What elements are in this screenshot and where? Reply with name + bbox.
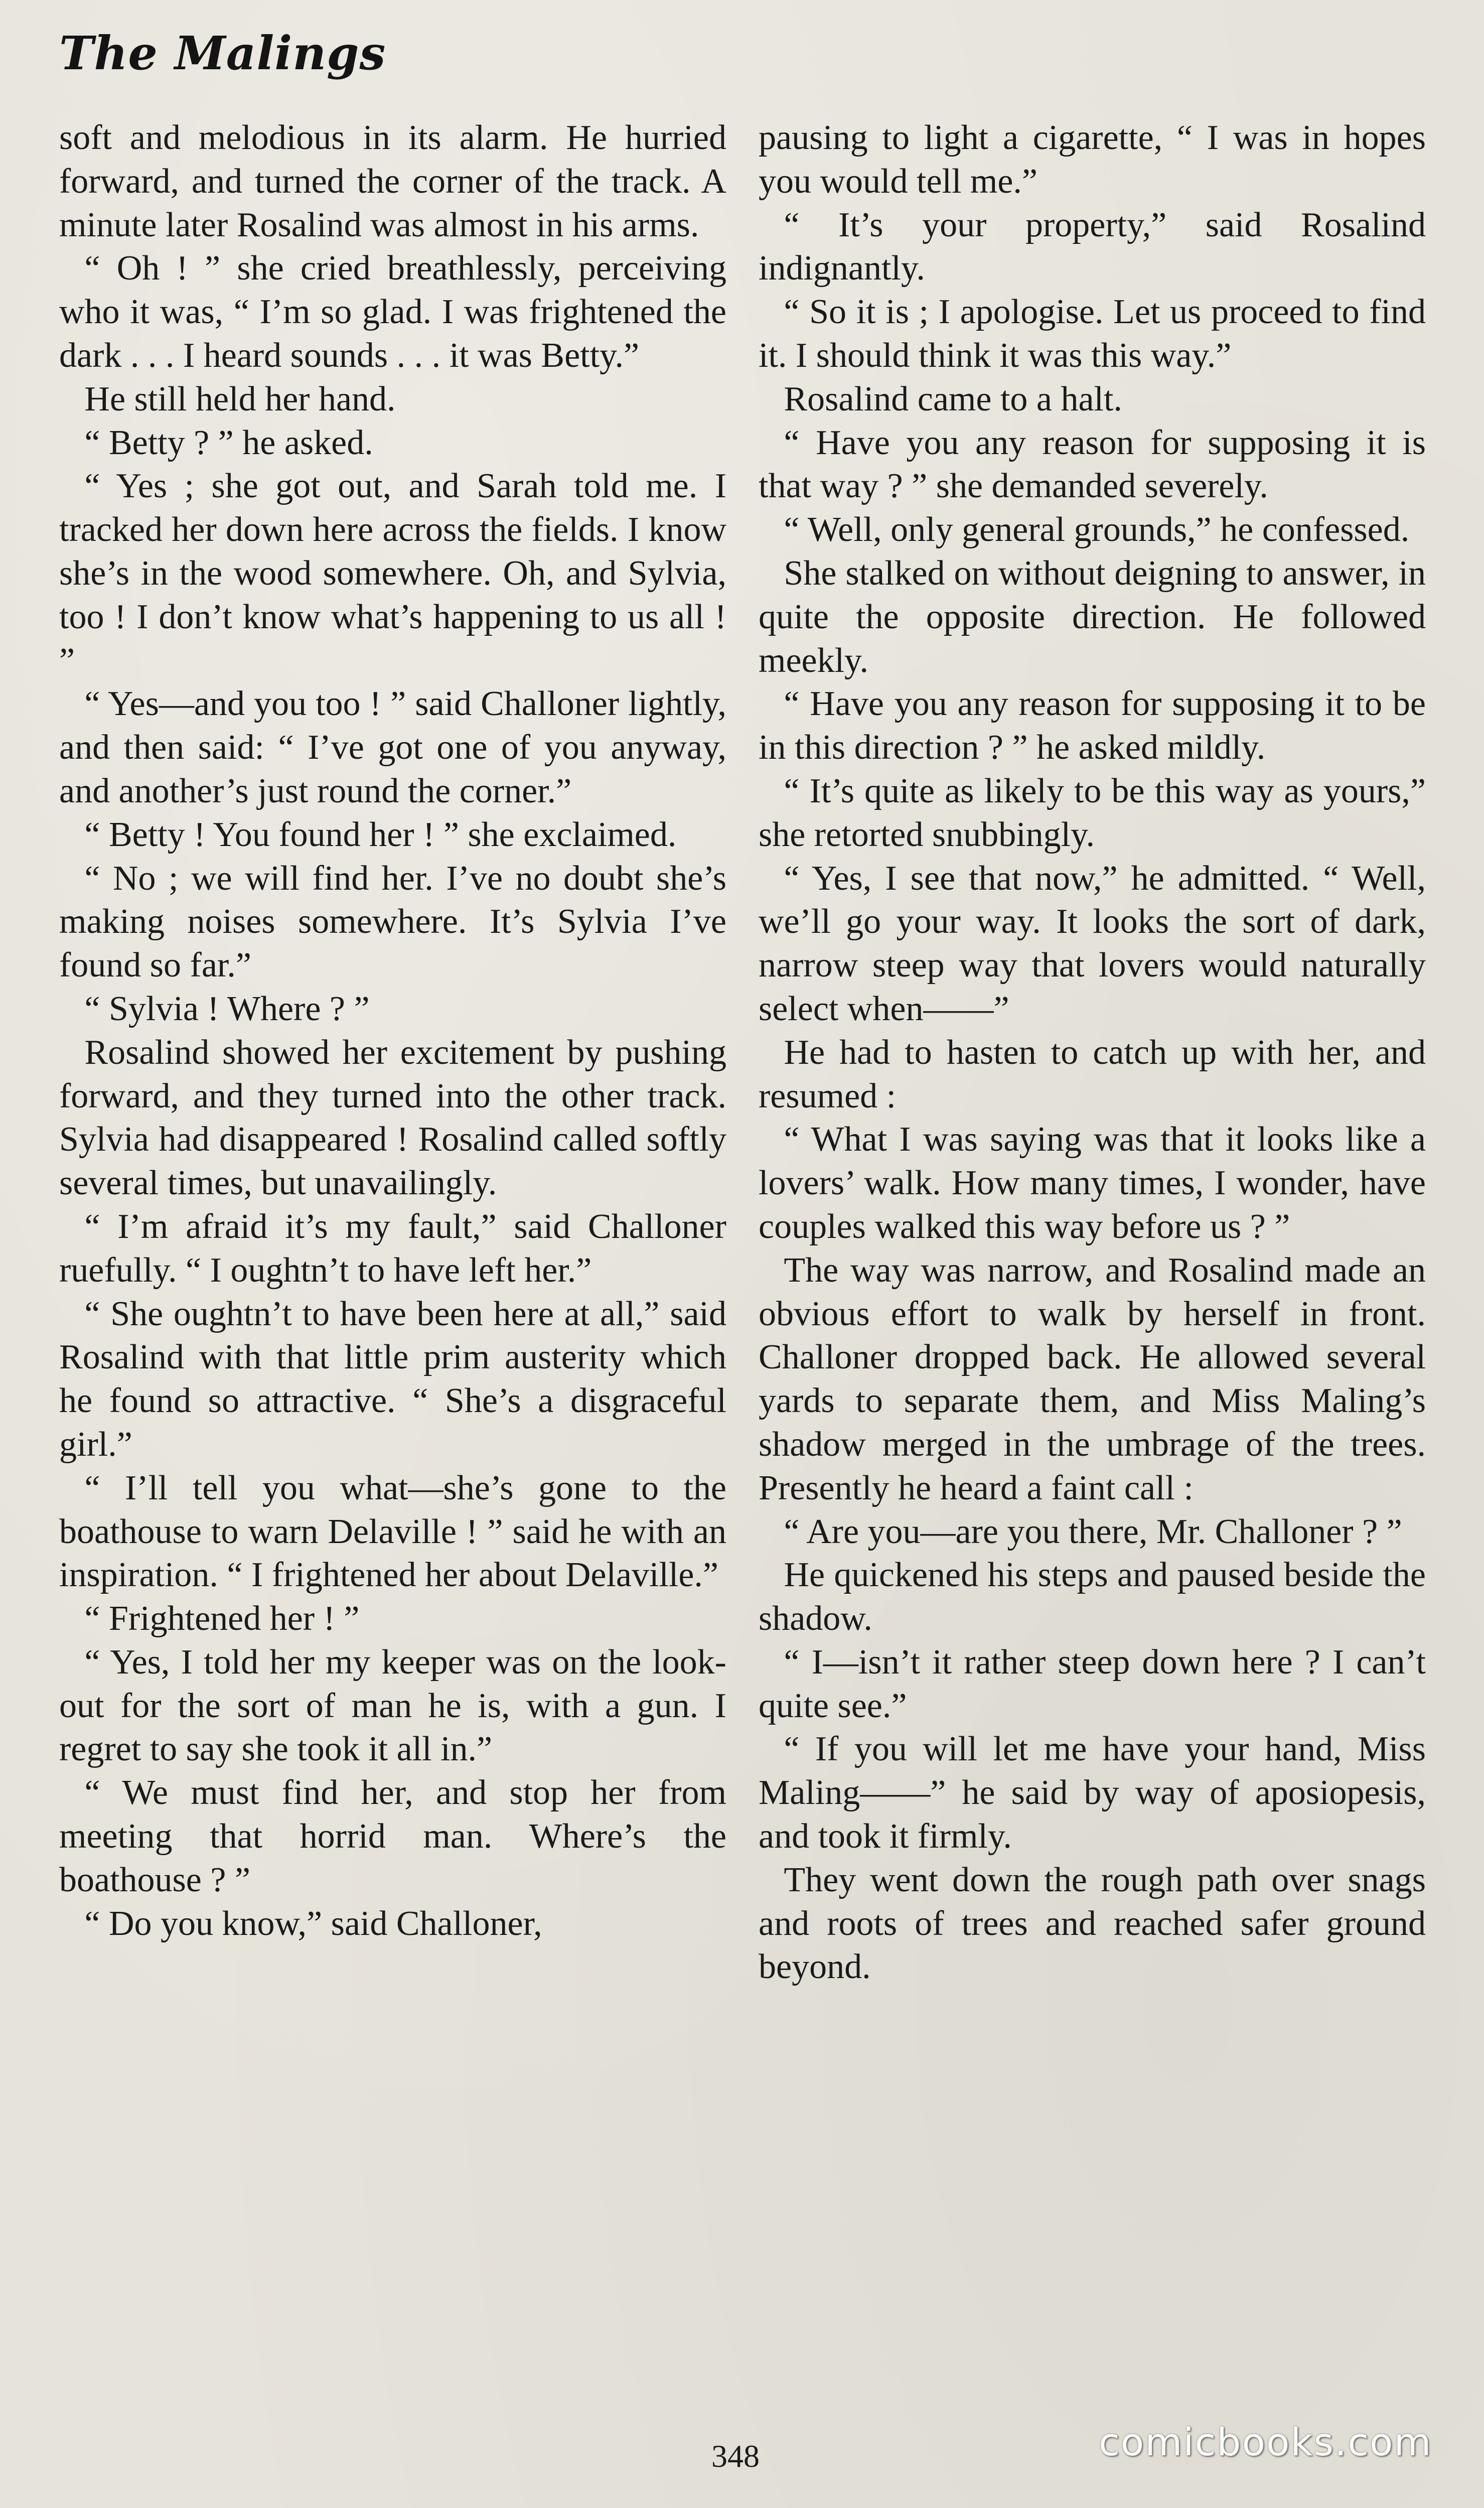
paragraph: Rosalind came to a halt. [784, 379, 1122, 419]
paragraph: “ She oughtn’t to have been here at all,” said Rosalind with that little prim austerity which he found so attractive. “ She’s a disgraceful girl.” [59, 1294, 726, 1464]
paragraph: “ No ; we will find her. I’ve no doubt she’s making noises somewhere. It’s Sylvia I’ve found so far.” [59, 859, 726, 985]
paragraph: She stalked on without deigning to answer, in quite the opposite direction. He followed meekly. [759, 553, 1426, 680]
paragraph: “ Yes—and you too ! ” said Challoner lightly, and then said: “ I’ve got one of you anyway, and another’s just round the corner.” [59, 684, 726, 810]
paragraph: He quickened his steps and paused beside the shadow. [759, 1556, 1426, 1638]
paragraph: He still held her hand. [84, 379, 396, 419]
paragraph: “ Betty ! You found her ! ” she exclaimed. [84, 815, 677, 854]
paragraph: “ It’s quite as likely to be this way as yours,” she retorted snubbingly. [759, 771, 1426, 854]
paragraph: “ Do you know,” said Challoner, [84, 1904, 542, 1943]
paragraph: “ It’s your property,” said Rosalind indignantly. [759, 205, 1426, 288]
paragraph: Rosalind showed her excitement by pushing forward, and they turned into the other track. Sylvia had disappeared ! Rosalind called softly several times, but unavailingly. [59, 1033, 726, 1203]
paragraph: “ Betty ? ” he asked. [84, 423, 373, 462]
paragraph: “ Yes ; she got out, and Sarah told me. I tracked her down here across the fields. I know she’s in the wood somewhere. Oh, and Sylvia, too ! I don’t know what’s happening to us all ! ” [59, 467, 726, 680]
paragraph: “ I’m afraid it’s my fault,” said Challoner ruefully. “ I oughtn’t to have left her.” [59, 1207, 726, 1290]
paragraph: “ So it is ; I apologise. Let us proceed to find it. I should think it was this way.” [759, 293, 1426, 375]
paragraph: The way was narrow, and Rosalind made an obvious effort to walk by herself in front. Challoner dropped back. He allowed several yards to separate them, and Miss Maling’s shadow merged in the umbrage of the trees. Presently he heard a faint call : [759, 1250, 1426, 1507]
paragraph: “ Frightened her ! ” [84, 1599, 360, 1638]
paragraph: “ Yes, I told her my keeper was on the look-out for the sort of man he is, with a gun. I regret to say she took it all in.” [59, 1642, 726, 1769]
paragraph: “ What I was saying was that it looks like a lovers’ walk. How many times, I wonder, have couples walked this way before us ? ” [759, 1120, 1426, 1246]
text-column-right [759, 116, 1426, 2425]
paragraph: “ Yes, I see that now,” he admitted. “ Well, we’ll go your way. It looks the sort of dark, narrow steep way that lovers would naturally select when——” [759, 859, 1426, 1028]
paragraph: “ Oh ! ” she cried breathlessly, perceiving who it was, “ I’m so glad. I was frightened the dark . . . I heard sounds . . . it was Betty.” [59, 249, 726, 375]
paragraph: They went down the rough path over snags and roots of trees and reached safer ground beyond. [759, 1860, 1426, 1987]
paragraph: He had to hasten to catch up with her, and resumed : [759, 1033, 1426, 1116]
paragraph: “ I’ll tell you what—she’s gone to the boathouse to warn Delaville ! ” said he with an inspiration. “ I frightened her about Delaville.” [59, 1468, 726, 1595]
paragraph: “ If you will let me have your hand, Miss Maling——” he said by way of aposiopesis, and took it firmly. [759, 1730, 1426, 1856]
paragraph: “ Have you any reason for supposing it is that way ? ” she demanded severely. [759, 423, 1426, 506]
running-head: The Malings [59, 26, 386, 80]
paragraph: pausing to light a cigarette, “ I was in hopes you would tell me.” [759, 118, 1426, 201]
page-number: 348 [711, 2438, 760, 2474]
text-column-left [59, 116, 726, 2425]
paragraph: “ We must find her, and stop her from meeting that horrid man. Where’s the boathouse ? ” [59, 1773, 726, 1899]
paragraph: soft and melodious in its alarm. He hurried forward, and turned the corner of the track. A minute later Rosalind was almost in his arms. [59, 118, 726, 244]
paragraph: “ Well, only general grounds,” he confessed. [784, 510, 1410, 549]
watermark-logo: comicbooks.com [1099, 2420, 1432, 2464]
paragraph: “ Have you any reason for supposing it to be in this direction ? ” he asked mildly. [759, 684, 1426, 767]
paragraph: “ I—isn’t it rather steep down here ? I can’t quite see.” [759, 1642, 1426, 1725]
paragraph: “ Are you—are you there, Mr. Challoner ? ” [784, 1512, 1402, 1551]
paragraph: “ Sylvia ! Where ? ” [84, 989, 370, 1028]
